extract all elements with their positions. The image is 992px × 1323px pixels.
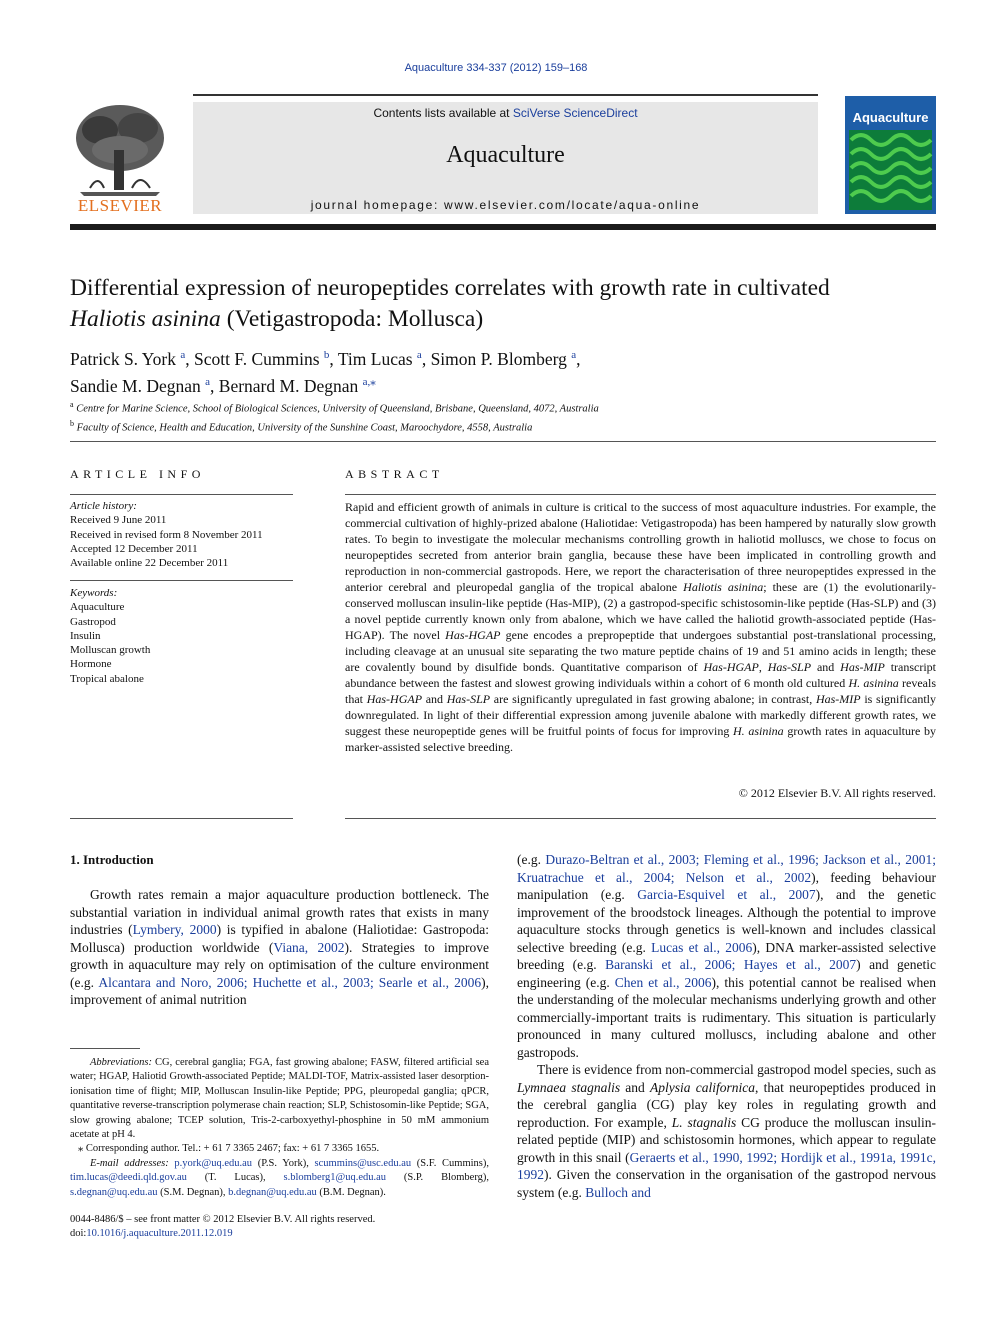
affiliation-marker: b xyxy=(70,418,74,428)
history-item: Available online 22 December 2011 xyxy=(70,557,229,570)
divider xyxy=(345,494,936,495)
article-info-heading: ARTICLE INFO xyxy=(70,467,205,481)
author-separator: , xyxy=(210,375,219,396)
abstract-italic: Has-SLP xyxy=(446,692,491,706)
author-affil-marker[interactable]: a xyxy=(416,349,422,361)
species-name: L. stagnalis xyxy=(671,1114,737,1130)
contents-prefix: Contents lists available at xyxy=(373,106,513,120)
elsevier-logo-text: ELSEVIER xyxy=(77,196,163,215)
citation-link[interactable]: Alcantara and Noro, 2006; Huchette et al., 2003; Searle et al., 2006 xyxy=(98,974,482,990)
keyword: Molluscan growth xyxy=(70,644,151,657)
doi-line xyxy=(70,1227,489,1241)
text-fragment: ), feeding behaviour manipulation (e.g. xyxy=(517,869,936,902)
email-link[interactable]: s.blomberg1@uq.edu.au xyxy=(283,1172,387,1184)
abstract-fragment: growth rates in aquaculture by marker-assisted selective breeding. xyxy=(345,724,937,754)
citation-link[interactable]: Chen et al., 2006 xyxy=(614,974,712,990)
affiliations xyxy=(70,398,950,435)
intro-paragraph xyxy=(517,1061,936,1201)
keywords xyxy=(70,586,293,686)
author: Tim Lucas xyxy=(337,348,413,369)
title-part-1: Differential expression of neuropeptides correlates with growth rate in cultivated xyxy=(70,275,830,301)
text-fragment: ), and the genetic improvement of the broodstock lineages. Although the potential to improve aquaculture stocks through genetics is well-known and includes classical selective breeding (e.g. xyxy=(517,887,936,955)
abstract-fragment: , xyxy=(758,660,768,674)
divider xyxy=(70,580,293,581)
author-separator: , xyxy=(421,348,431,369)
affiliation-text: Faculty of Science, Health and Education, University of the Sunshine Coast, Maroochydore, 4558, Australia xyxy=(76,422,533,433)
email-owner: (B.M. Degnan). xyxy=(316,1186,386,1198)
divider xyxy=(345,818,936,819)
author-affil-marker[interactable]: a,⁎ xyxy=(362,375,376,388)
footnotes xyxy=(70,1056,489,1200)
abstract-italic: H. asinina xyxy=(848,676,899,690)
author: Simon P. Blomberg xyxy=(430,348,567,369)
affiliation xyxy=(70,417,950,436)
affiliation xyxy=(70,398,950,417)
affiliation-text: Centre for Marine Science, School of Biological Sciences, University of Queensland, Brisbane, Queensland, 4072, Australia xyxy=(76,403,599,415)
text-fragment: ), this potential cannot be realised when the understanding of the molecular mechanisms underlying growth and other commercially-important traits is rudimentary. This situation is particularly pronounced in many cultured molluscs, including abalone and other gastropods. xyxy=(517,974,937,1060)
author-affil-marker[interactable]: b xyxy=(323,349,330,361)
author: Sandie M. Degnan xyxy=(70,375,201,396)
citation-link[interactable]: Geraerts et al., 1990, 1992; Hordijk et al., 1991a, 1991c, 1992 xyxy=(517,1149,936,1182)
text-fragment: (e.g. xyxy=(517,852,546,867)
email-owner: (S.F. Cummins), xyxy=(411,1157,489,1169)
author-affil-marker[interactable]: a xyxy=(180,349,186,361)
author-separator: , xyxy=(185,348,195,369)
keyword: Insulin xyxy=(70,629,101,642)
author-affil-marker[interactable]: a xyxy=(571,349,577,361)
keyword: Aquaculture xyxy=(70,601,125,614)
body-column-right xyxy=(517,851,936,1201)
keyword: Tropical abalone xyxy=(70,672,144,685)
abstract-italic: Has-HGAP xyxy=(445,628,501,642)
publication-info xyxy=(70,1213,489,1242)
text-fragment: ), DNA marker-assisted selective breeding (e.g. xyxy=(517,939,936,972)
email-link[interactable]: b.degnan@uq.edu.au xyxy=(228,1186,317,1198)
citation-link[interactable]: Baranski et al., 2006; Hayes et al., 2007 xyxy=(605,957,857,972)
text-fragment: and xyxy=(620,1079,651,1095)
title-species: Haliotis asinina xyxy=(70,306,221,332)
text-fragment: ). Strategies to improve growth in aquaculture may rely on optimisation of the culture environment (e.g. xyxy=(70,939,489,990)
email-link[interactable]: p.york@uq.edu.au xyxy=(174,1157,253,1169)
abstract-fragment: gene encodes a prepropeptide that undergoes substantial post-translational processing, including cleavage at an unusual site separating the two mature peptide chains of 19 and 51 amino acids in length; these are covalently bound by disulfide bonds. Quantitative comparison of xyxy=(345,628,936,674)
corresponding-author-note: ⁎ Corresponding author. Tel.: + 61 7 3365 2467; fax: + 61 7 3365 1655. xyxy=(78,1143,380,1155)
header-thick-rule xyxy=(70,224,936,230)
email-addresses xyxy=(70,1157,489,1200)
sciencedirect-link[interactable]: SciVerse ScienceDirect xyxy=(512,106,638,120)
intro-paragraph xyxy=(70,886,489,1009)
history-item: Received 9 June 2011 xyxy=(70,514,167,527)
journal-cover xyxy=(845,96,936,214)
abstract-italic: Has-SLP xyxy=(767,660,812,674)
author-list xyxy=(70,344,950,398)
email-owner: (P.S. York), xyxy=(252,1157,315,1169)
email-link[interactable]: s.degnan@uq.edu.au xyxy=(70,1186,158,1198)
contents-line xyxy=(193,106,818,120)
body-column-left xyxy=(70,886,489,1009)
email-link[interactable]: tim.lucas@deedi.qld.gov.au xyxy=(70,1172,187,1184)
header-rule xyxy=(193,94,818,96)
issn-line: 0044-8486/$ – see front matter © 2012 Elsevier B.V. All rights reserved. xyxy=(70,1214,376,1225)
abstract-fragment: ; these are (1) the evolutionarily-conserved molluscan insulin-like peptide (Has-MIP), (2) a gastropod-specific schistosomin-like peptide (Has-SLP) and (3) a novel peptide currently known only from abalone, which we have called the haliotid growth-associated peptide (Has-HGAP). The novel xyxy=(345,580,936,642)
citation-link[interactable]: Bulloch and xyxy=(585,1184,651,1200)
text-fragment: ). Given the conservation in the organisation of the gastropod nervous system (e.g. xyxy=(517,1167,936,1200)
article-history xyxy=(70,499,293,570)
title-part-2: (Vetigastropoda: Mollusca) xyxy=(220,306,484,332)
email-label: E-mail addresses: xyxy=(90,1157,169,1169)
abstract-italic: Has-HGAP xyxy=(366,692,423,706)
journal-name: Aquaculture xyxy=(446,142,565,168)
abbreviations-text: CG, cerebral ganglia; FGA, fast growing abalone; FASW, filtered artificial sea water; HGAP, Haliotid Growth-associated Peptide; MALDI-TOF, Matrix-assisted laser desorption-ionisation time of flight; MIP, Molluscan Insulin-like Peptide; PPG, pleuropedal ganglia; qPCR, quantitative reverse-transcription polymerase chain reaction; SLP, Schistosomin-like Peptide; SGA, slow growing abalone; TCEP solution, Tris-2-carboxyethyl-phosphine in 50 mM ammonium acetate at pH 4. xyxy=(70,1057,489,1141)
abstract-italic: Has-MIP xyxy=(815,692,861,706)
journal-citation-link[interactable]: Aquaculture 334-337 (2012) 159–168 xyxy=(404,62,588,74)
text-fragment: ) and genetic engineering (e.g. xyxy=(517,957,937,990)
doi-link[interactable]: 10.1016/j.aquaculture.2011.12.019 xyxy=(86,1228,233,1240)
history-item: Accepted 12 December 2011 xyxy=(70,542,198,555)
abstract-fragment: is significantly downregulated. In light of their differential expression among juvenile abalone with markedly different growth rates, we suggest these neuropeptide genes will be fruitful points of focus for improving xyxy=(345,692,937,738)
author-separator: , xyxy=(576,348,581,369)
abstract-text xyxy=(345,499,936,755)
journal-homepage[interactable]: journal homepage: www.elsevier.com/locate/aqua-online xyxy=(310,198,701,212)
introduction-heading: 1. Introduction xyxy=(70,852,154,867)
species-name: Lymnaea stagnalis xyxy=(517,1079,621,1095)
author: Patrick S. York xyxy=(70,348,176,369)
copyright-notice: © 2012 Elsevier B.V. All rights reserved. xyxy=(738,786,936,800)
abstract-italic: Has-HGAP xyxy=(703,660,759,674)
intro-paragraph xyxy=(517,851,936,1061)
divider xyxy=(70,494,293,495)
elsevier-logo xyxy=(70,100,170,216)
author-separator: , xyxy=(329,348,338,369)
abstract-italic: Haliotis asinina xyxy=(683,580,764,594)
citation-link[interactable]: Garcia-Esquivel et al., 2007 xyxy=(637,887,816,902)
text-fragment: , that neuropeptides produced in the cerebral ganglia (CG) play key roles in regulating growth and reproduction. For example, xyxy=(517,1079,936,1130)
abstract-fragment: and xyxy=(811,660,841,674)
abstract-fragment: and xyxy=(422,692,447,706)
abstract-italic: Has-MIP xyxy=(840,660,885,674)
text-fragment: Growth rates remain a major aquaculture production bottleneck. The substantial variation in individual animal growth rates that exists in many industries ( xyxy=(70,887,489,937)
text-fragment: ) is typified in abalone (Haliotidae: Gastropoda: Mollusca) production worldwide ( xyxy=(70,922,489,955)
species-name: Aplysia californica xyxy=(650,1079,755,1095)
section-divider xyxy=(70,441,936,442)
email-owner: (T. Lucas), xyxy=(186,1172,284,1184)
abstract-fragment: are significantly upregulated in fast growing abalone; in contrast, xyxy=(490,692,816,706)
abstract-italic: H. asinina xyxy=(733,724,784,738)
citation-link[interactable]: Lymbery, 2000 xyxy=(132,922,217,937)
keyword: Hormone xyxy=(70,658,112,671)
citation-link[interactable]: Durazo-Beltran et al., 2003; Fleming et al., 1996; Jackson et al., 2001; Kruatrachue et al., 2004; Nelson et al., 2002 xyxy=(517,852,936,885)
abstract-fragment: Rapid and efficient growth of animals in culture is critical to the success of most aquaculture industries. For example, the commercial cultivation of highly-prized abalone (Haliotidae: Vetigastropoda) has been hampered by naturally slow growth rates. To begin to investigate the molecular mechanisms controlling growth in haliotid molluscs, we chose to focus on neuropeptides secreted from anterior brain ganglia, because these have been implicated in controlling growth and reproduction in non-commercial gastropods. Here, we report the characterisation of three neuropeptides expressed in the anterior cerebral and pleuropedal ganglia of the tropical abalone xyxy=(345,500,936,594)
author: Scott F. Cummins xyxy=(194,348,320,369)
citation-link[interactable]: Viana, 2002 xyxy=(273,939,345,955)
text-fragment: ), improvement of animal nutrition xyxy=(70,974,489,1007)
footnote-rule xyxy=(70,1048,140,1049)
cover-title: Aquaculture xyxy=(852,110,929,125)
author: Bernard M. Degnan xyxy=(218,375,359,396)
keyword: Gastropod xyxy=(70,615,116,628)
email-link[interactable]: scummins@usc.edu.au xyxy=(314,1157,412,1169)
affiliation-marker: a xyxy=(70,400,74,409)
keywords-label: Keywords: xyxy=(70,587,118,599)
email-owner: (S.M. Degnan), xyxy=(157,1186,229,1198)
abbreviations-label: Abbreviations: xyxy=(90,1057,153,1068)
abstract-heading: ABSTRACT xyxy=(345,467,444,481)
text-fragment: CG produce the molluscan insulin-related peptide (MIP) and schistosomin hormones, which appear to regulate growth in this snail ( xyxy=(517,1114,936,1165)
abbreviations-footnote xyxy=(70,1056,489,1142)
history-item: Received in revised form 8 November 2011 xyxy=(70,528,263,541)
article-title xyxy=(70,273,950,335)
abstract-fragment: transcript abundance between the fastest and slowest growing individuals within a cohort of 6 month old cultured xyxy=(345,660,937,690)
abstract-fragment: reveals that xyxy=(345,676,936,706)
citation-link[interactable]: Lucas et al., 2006 xyxy=(651,939,753,955)
history-label: Article history: xyxy=(70,500,137,512)
author-affil-marker[interactable]: a xyxy=(205,375,211,388)
email-owner: (S.P. Blomberg), xyxy=(386,1172,489,1184)
doi-label: doi: xyxy=(70,1228,87,1240)
text-fragment: There is evidence from non-commercial gastropod model species, such as xyxy=(537,1062,936,1077)
divider xyxy=(70,818,293,819)
